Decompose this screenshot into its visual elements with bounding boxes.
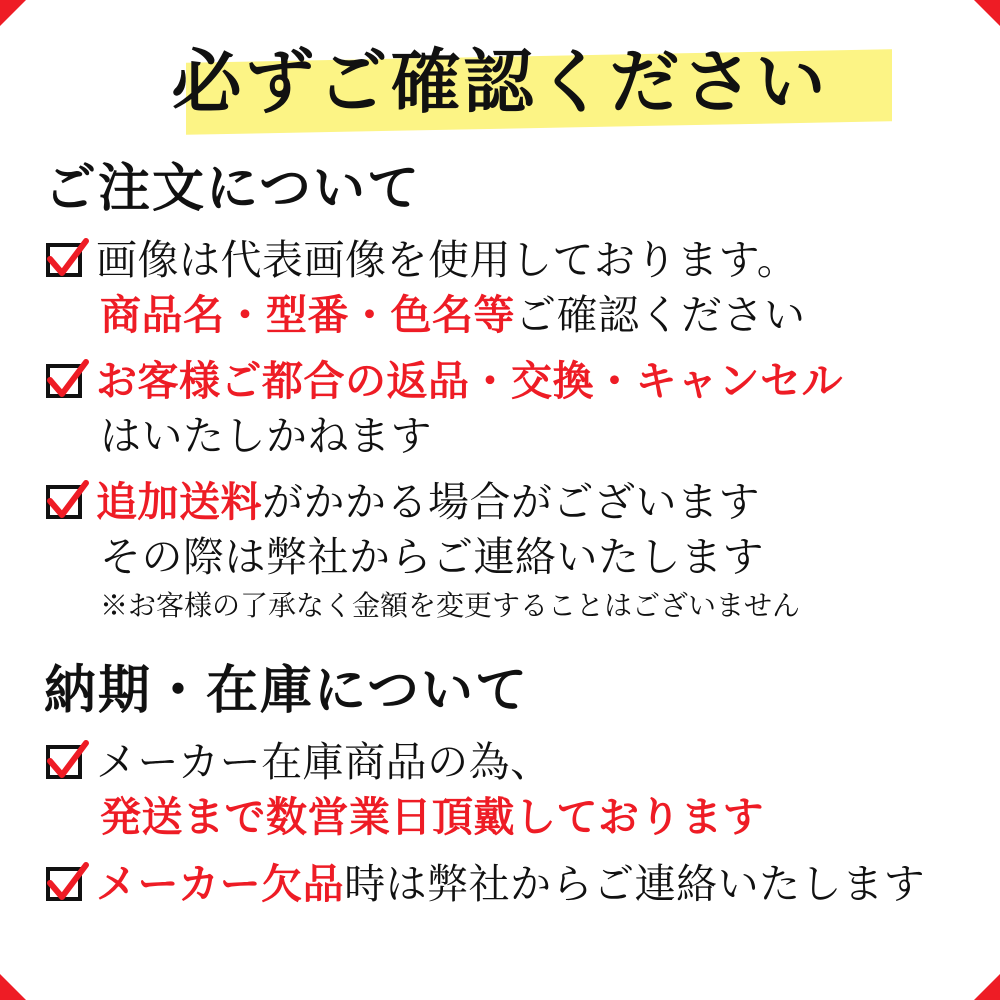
checkbox-checked-icon (44, 741, 88, 785)
list-item-note: ※お客様の了承なく金額を変更することはございません (100, 589, 801, 623)
line-text-emphasis: メーカー欠品 (96, 859, 345, 908)
list-item (44, 354, 962, 463)
page-title-text: 必ずご確認ください (171, 40, 829, 123)
list-item (44, 735, 962, 844)
list-item (44, 857, 962, 912)
section-heading-delivery: 納期・在庫について (44, 660, 529, 722)
line-text: 画像は代表画像を使用しております。 (96, 236, 799, 284)
list-item-text (96, 233, 962, 342)
line-text: ご確認ください (515, 290, 806, 339)
checkbox-checked-icon (44, 360, 88, 404)
line-text: はいたしかねます (100, 411, 432, 460)
line-text: がかかる場合がございます (262, 478, 760, 527)
page-title (38, 34, 962, 130)
checkbox-checked-icon (44, 863, 88, 907)
checkbox-checked-icon (44, 481, 88, 525)
list-item (44, 475, 962, 624)
list-item-text (96, 857, 962, 912)
checkbox-checked-icon (44, 239, 88, 283)
list-item-text (96, 475, 962, 624)
section-heading-order: ご注文について (44, 158, 421, 219)
list-item (44, 233, 962, 342)
line-text: メーカー在庫商品の為、 (96, 738, 552, 787)
line-text: 時は弊社からご連絡いたします (344, 859, 926, 908)
line-text: その際は弊社からご連絡いたします (100, 532, 764, 581)
list-item-text (96, 354, 962, 463)
line-text-emphasis: 追加送料 (96, 478, 262, 527)
list-item-text (96, 735, 962, 844)
line-text-emphasis: 商品名・型番・色名等 (100, 290, 515, 339)
line-text-emphasis: 発送まで数営業日頂戴しております (100, 793, 764, 841)
line-text-emphasis: お客様ご都合の返品・交換・キャンセル (96, 357, 843, 406)
